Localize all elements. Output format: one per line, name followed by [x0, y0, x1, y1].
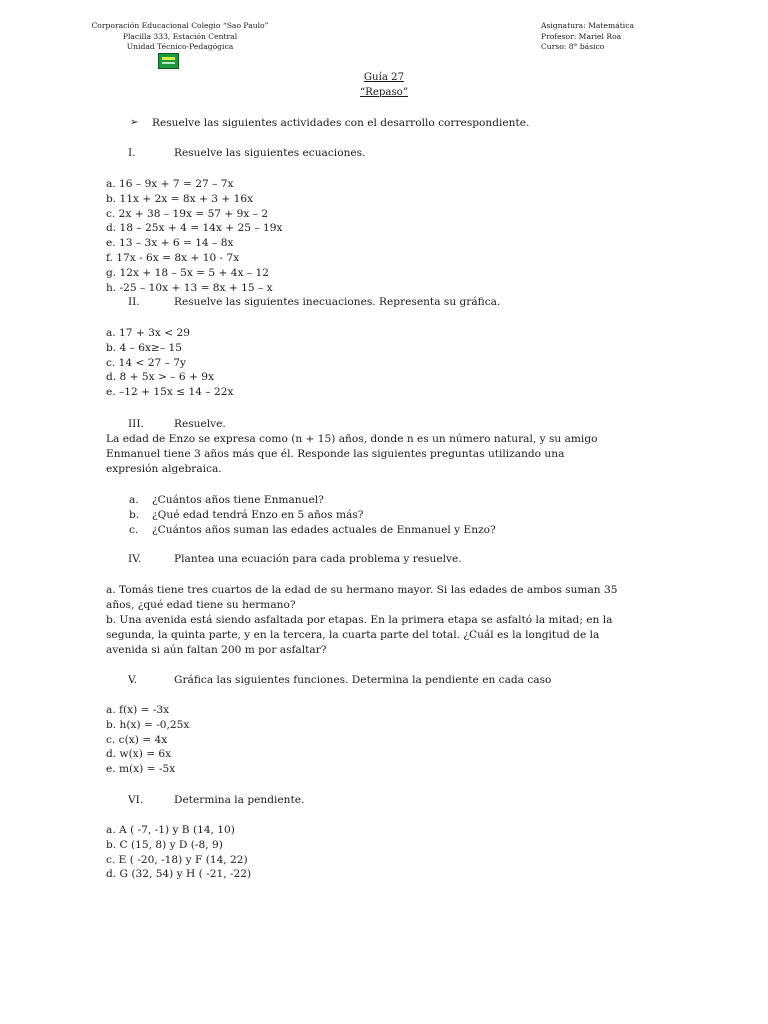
school-name: Corporación Educacional Colegio “Sao Paulo”: [91, 21, 269, 30]
school-logo: [158, 53, 179, 69]
list-item: e. 13 – 3x + 6 = 14 – 8x: [106, 237, 234, 250]
list-item: a. f(x) = -3x: [106, 704, 170, 716]
paragraph-line: años, ¿qué edad tiene su hermano?: [106, 599, 296, 611]
subject: Asignatura: Matemática: [541, 21, 634, 30]
question-text: ¿Qué edad tendrá Enzo en 5 años más?: [152, 509, 364, 521]
list-item: d. G (32, 54) y H ( -21, -22): [106, 868, 252, 881]
section-title: Determina la pendiente.: [174, 794, 305, 806]
question-label: a.: [129, 494, 139, 506]
points-list: [106, 823, 251, 882]
course-header: [541, 21, 634, 53]
paragraph-line: a. Tomás tiene tres cuartos de la edad de su hermano mayor. Si las edades de ambos suman 35: [106, 584, 618, 596]
list-item: b. C (15, 8) y D (-8, 9): [106, 838, 223, 851]
paragraph-line: avenida si aún faltan 200 m por asfaltar?: [106, 644, 327, 656]
list-item: f. 17x - 6x = 8x + 10 - 7x: [106, 251, 240, 264]
instruction-text: Resuelve las siguientes actividades con el desarrollo correspondiente.: [152, 117, 530, 129]
list-item: e. m(x) = -5x: [106, 763, 176, 776]
question-label: c.: [129, 524, 139, 536]
list-item: d. 8 + 5x > – 6 + 9x: [106, 371, 214, 384]
list-item: h. -25 – 10x + 13 = 8x + 15 – x: [106, 281, 273, 294]
list-item: c. E ( -20, -18) y F (14, 22): [106, 853, 248, 866]
problem-statement: [106, 432, 666, 477]
problem-statement: [106, 583, 666, 658]
guide-subtitle: “Repaso”: [359, 87, 409, 98]
section-title: Gráfica las siguientes funciones. Determina la pendiente en cada caso: [174, 674, 552, 686]
list-item: c. 2x + 38 – 19x = 57 + 9x – 2: [106, 207, 269, 220]
section-title: Resuelve las siguientes ecuaciones.: [174, 147, 366, 159]
section-numeral: II.: [128, 296, 140, 308]
list-item: d. w(x) = 6x: [106, 748, 172, 761]
list-item: a. 16 – 9x + 7 = 27 – 7x: [106, 178, 234, 190]
section-title: Plantea una ecuación para cada problema y resuelve.: [174, 553, 462, 565]
list-item: e. –12 + 15x ≤ 14 – 22x: [106, 386, 234, 399]
function-list: [106, 703, 189, 777]
inequation-list: [106, 326, 233, 400]
course: Curso: 8° básico: [541, 42, 605, 52]
section-title: Resuelve.: [174, 418, 226, 430]
list-item: d. 18 – 25x + 4 = 14x + 25 – 19x: [106, 222, 283, 235]
list-item: b. h(x) = -0,25x: [106, 718, 190, 731]
teacher: Profesor: Mariel Roa: [541, 31, 622, 41]
list-item: c. 14 < 27 – 7y: [106, 356, 186, 369]
section-numeral: III.: [128, 418, 144, 430]
question-text: ¿Cuántos años suman las edades actuales de Enmanuel y Enzo?: [152, 524, 496, 536]
list-item: b. 11x + 2x = 8x + 3 + 16x: [106, 192, 254, 205]
paragraph-line: Enmanuel tiene 3 años más que él. Responde las siguientes preguntas utilizando una: [106, 448, 565, 460]
section-numeral: VI.: [128, 794, 144, 806]
equation-list: [106, 177, 282, 295]
list-item: a. 17 + 3x < 29: [106, 327, 190, 339]
paragraph-line: expresión algebraica.: [106, 463, 222, 475]
section-numeral: IV.: [128, 553, 142, 565]
list-item: c. c(x) = 4x: [106, 733, 168, 746]
school-unit: Unidad Técnico-Pedagógica: [126, 42, 234, 52]
school-header: [70, 21, 290, 53]
list-item: g. 12x + 18 – 5x = 5 + 4x – 12: [106, 266, 269, 279]
arrow-bullet-icon: ➢: [130, 117, 139, 128]
question-label: b.: [129, 509, 140, 521]
school-address: Placilla 333, Estación Central: [122, 31, 238, 41]
section-numeral: V.: [128, 674, 138, 686]
paragraph-line: b. Una avenida está siendo asfaltada por etapas. En la primera etapa se asfaltó la mitad; en la: [106, 614, 613, 626]
list-item: a. A ( -7, -1) y B (14, 10): [106, 824, 235, 836]
paragraph-line: segunda, la quinta parte, y en la tercera, la cuarta parte del total. ¿Cuál es la longitud de la: [106, 629, 600, 641]
section-numeral: I.: [128, 147, 136, 159]
question-text: ¿Cuántos años tiene Enmanuel?: [152, 494, 324, 506]
list-item: b. 4 – 6x≥– 15: [106, 341, 183, 354]
guide-title: Guía 27: [363, 72, 405, 83]
section-title: Resuelve las siguientes inecuaciones. Representa su gráfica.: [174, 296, 501, 308]
paragraph-line: La edad de Enzo se expresa como (n + 15) años, donde n es un número natural, y su amigo: [106, 433, 598, 445]
